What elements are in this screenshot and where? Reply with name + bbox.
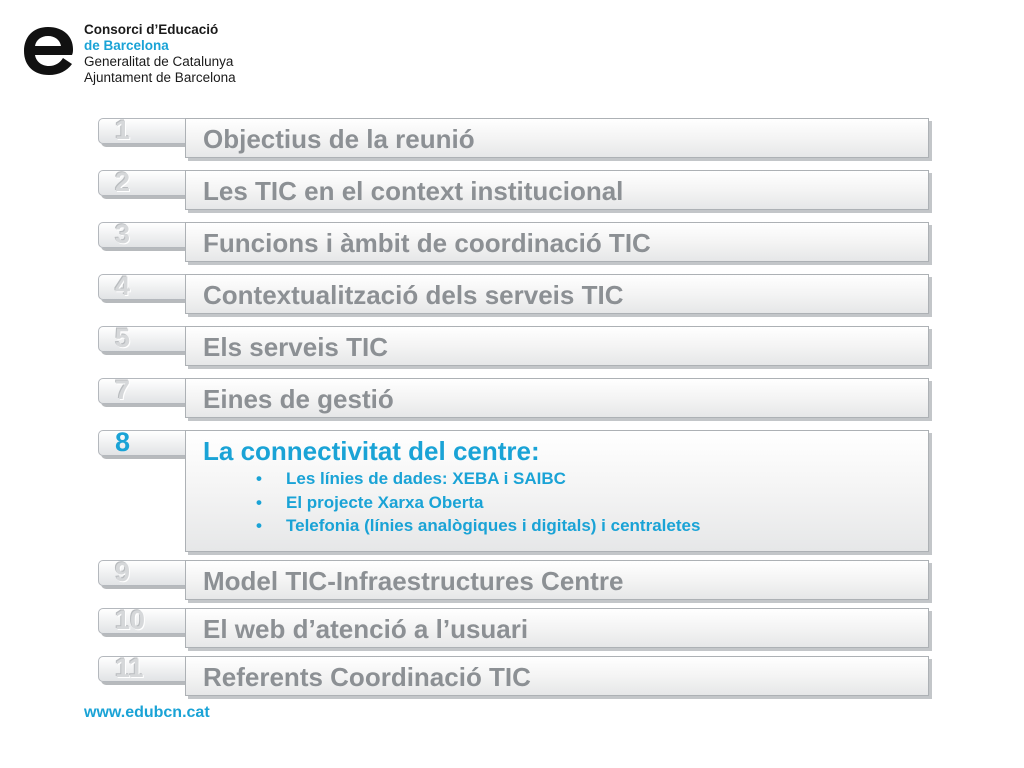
agenda-number-tab [98, 605, 190, 635]
agenda-subitem-text: Les línies de dades: XEBA i SAIBC [286, 469, 566, 488]
agenda-title-box [185, 326, 929, 366]
agenda-title-box [185, 378, 929, 418]
agenda-item-9 [98, 557, 931, 602]
agenda-subitem [256, 514, 700, 538]
agenda-number: 7 [115, 375, 131, 405]
org-name-line1: Consorci d’Educació [84, 22, 219, 37]
agenda-title: Model TIC-Infraestructures Centre [203, 566, 624, 596]
agenda-title-box [185, 608, 929, 648]
agenda-number-tab [98, 557, 190, 587]
agenda-number: 11 [115, 653, 144, 683]
agenda-item-11 [98, 653, 931, 698]
agenda-number: 9 [115, 557, 131, 587]
agenda-number: 1 [115, 115, 131, 145]
consorci-e-logo-icon [22, 24, 74, 78]
org-generalitat: Generalitat de Catalunya [84, 54, 234, 69]
agenda-subitem-text: El projecte Xarxa Oberta [286, 492, 484, 512]
agenda-item-2 [98, 167, 931, 212]
agenda-item-10 [98, 605, 931, 650]
agenda-title-box [185, 656, 929, 696]
agenda-item-5 [98, 323, 931, 368]
agenda-subitems [256, 467, 700, 538]
agenda-item-4 [98, 271, 931, 316]
agenda-number-tab [98, 427, 190, 457]
agenda-title: Eines de gestió [203, 384, 394, 414]
agenda-item-1 [98, 115, 931, 160]
agenda-number-tab [98, 115, 190, 145]
agenda-number-tab [98, 271, 190, 301]
website-link[interactable]: www.edubcn.cat [84, 704, 210, 721]
agenda-subitem-text: Telefonia (línies analògiques i digitals) i centraletes [286, 516, 701, 535]
agenda-title-box [185, 118, 929, 158]
agenda-item-3 [98, 219, 931, 264]
agenda-title: El web d’atenció a l’usuari [203, 614, 529, 644]
agenda-subitem [256, 491, 700, 515]
agenda-title: Els serveis TIC [203, 332, 388, 362]
agenda-item-8-active [98, 427, 931, 554]
bullet-icon: • [256, 469, 262, 488]
agenda-title: Contextualització dels serveis TIC [203, 280, 624, 310]
agenda-number: 3 [115, 219, 131, 249]
agenda-number-tab [98, 167, 190, 197]
agenda-number: 2 [115, 167, 131, 197]
agenda-title-box [185, 430, 929, 552]
agenda-number-tab [98, 653, 190, 683]
agenda-title: Les TIC en el context institucional [203, 176, 624, 206]
agenda-title: Referents Coordinació TIC [203, 662, 531, 692]
agenda-item-7 [98, 375, 931, 420]
bullet-icon: • [256, 516, 262, 535]
agenda-title-box [185, 170, 929, 210]
org-ajuntament: Ajuntament de Barcelona [84, 70, 236, 85]
agenda-title-box [185, 560, 929, 600]
bullet-icon: • [256, 492, 262, 512]
agenda-title: Objectius de la reunió [203, 124, 475, 154]
agenda-number-tab [98, 375, 190, 405]
agenda-number: 5 [115, 323, 131, 353]
agenda-number: 10 [115, 605, 146, 635]
agenda-subitem [256, 467, 700, 491]
org-name-line2: de Barcelona [84, 38, 169, 53]
agenda-number-tab [98, 323, 190, 353]
agenda-title-box [185, 274, 929, 314]
consorci-logo [22, 20, 262, 90]
agenda-number-tab [98, 219, 190, 249]
agenda-title-box [185, 222, 929, 262]
agenda-title: La connectivitat del centre: [203, 436, 540, 466]
agenda-title: Funcions i àmbit de coordinació TIC [203, 228, 651, 258]
agenda-number: 8 [115, 427, 131, 457]
agenda-number: 4 [115, 271, 131, 301]
